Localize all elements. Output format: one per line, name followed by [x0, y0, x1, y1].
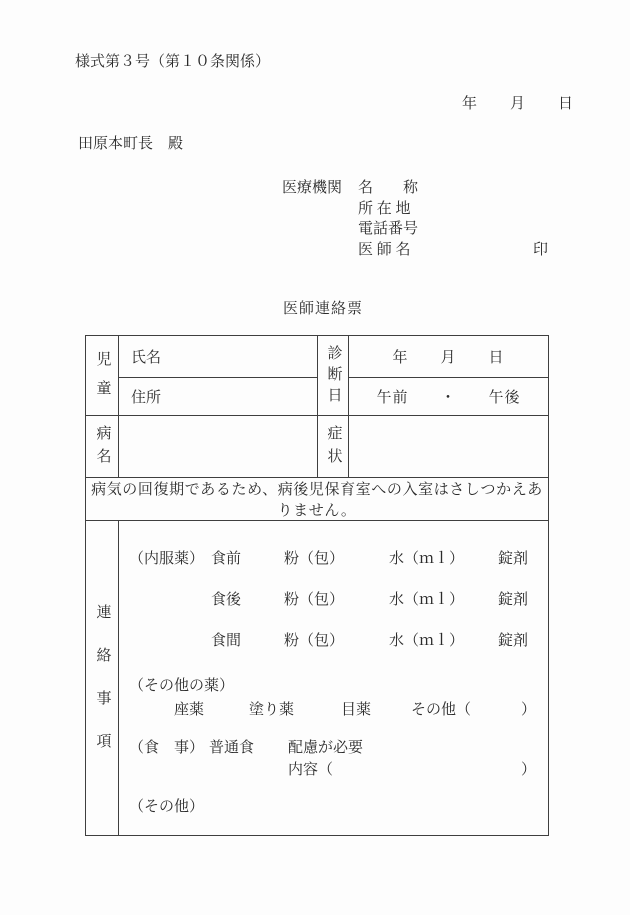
timing-before-meal: 食前 — [211, 551, 242, 567]
addressee-line: 田原本町長 殿 — [78, 136, 184, 152]
contact-items-label: 連絡事項 — [94, 603, 111, 776]
ointment-label: 塗り薬 — [249, 702, 295, 718]
institution-name-label: 名 称 — [358, 180, 419, 196]
eye-drops-label: 目薬 — [341, 702, 372, 718]
page-title: 医師連絡票 — [283, 301, 364, 317]
recovery-note-cell — [86, 478, 549, 521]
powder-label: 粉（包） — [284, 551, 345, 567]
water-ml-label: 水（ｍｌ） — [389, 551, 465, 567]
child-address-label: 住所 — [131, 390, 162, 406]
diagnosis-ampm-line: 午前 ・ 午後 — [376, 390, 521, 406]
diagnosis-date-cell — [349, 336, 549, 378]
powder-label: 粉（包） — [284, 633, 345, 649]
suppository-label: 座薬 — [174, 702, 205, 718]
oral-medicine-label: （内服薬） — [129, 551, 205, 567]
symptom-label: 症状 — [325, 425, 342, 471]
disease-name-label: 病名 — [94, 425, 111, 471]
timing-between-meals: 食間 — [211, 633, 242, 649]
diagnosis-label-cell — [318, 336, 349, 416]
diagnosis-ampm-cell — [349, 378, 549, 416]
recovery-note: 病気の回復期であるため、病後児保育室への入室はさしつかえありません。 — [91, 482, 543, 519]
institution-address-label: 所 在 地 — [358, 201, 411, 217]
tablet-label: 錠剤 — [498, 592, 529, 608]
disease-value-cell — [119, 416, 318, 478]
contact-label-cell — [86, 521, 119, 836]
form-number: 様式第３号（第１０条関係） — [75, 54, 271, 70]
other-medicine-close-paren: ） — [521, 702, 537, 718]
diagnosis-date-line: 年 月 日 — [392, 350, 505, 366]
care-needed-label: 配慮が必要 — [288, 740, 364, 756]
date-line: 年 月 日 — [462, 96, 575, 112]
symptom-label-cell — [318, 416, 349, 478]
child-address-cell — [119, 378, 318, 416]
other-medicine-open-paren: その他（ — [411, 702, 472, 718]
contact-notes-area — [119, 521, 548, 835]
tablet-label: 錠剤 — [498, 551, 529, 567]
seal-mark: 印 — [533, 242, 549, 258]
institution-doctor-label: 医 師 名 — [358, 242, 411, 258]
doctor-contact-form-table — [85, 335, 549, 836]
normal-meal-label: 普通食 — [209, 740, 255, 756]
medical-institution-label: 医療機関 — [282, 180, 343, 196]
child-label-cell — [86, 336, 119, 416]
diagnosis-date-label: 診断日 — [325, 344, 342, 408]
timing-after-meal: 食後 — [211, 592, 242, 608]
other-medicine-label: （その他の薬） — [129, 678, 235, 694]
child-label: 児童 — [94, 351, 111, 409]
institution-phone-label: 電話番号 — [358, 221, 419, 237]
child-name-cell — [119, 336, 318, 378]
child-name-label: 氏名 — [131, 350, 162, 366]
water-ml-label: 水（ｍｌ） — [389, 592, 465, 608]
contact-body-cell — [119, 521, 549, 836]
meal-label: （食 事） — [129, 740, 205, 756]
meal-content-close-paren: ） — [521, 762, 537, 778]
meal-content-open-paren: 内容（ — [288, 762, 334, 778]
powder-label: 粉（包） — [284, 592, 345, 608]
tablet-label: 錠剤 — [498, 633, 529, 649]
symptom-value-cell — [349, 416, 549, 478]
other-notes-label: （その他） — [129, 799, 205, 815]
water-ml-label: 水（ｍｌ） — [389, 633, 465, 649]
disease-label-cell — [86, 416, 119, 478]
